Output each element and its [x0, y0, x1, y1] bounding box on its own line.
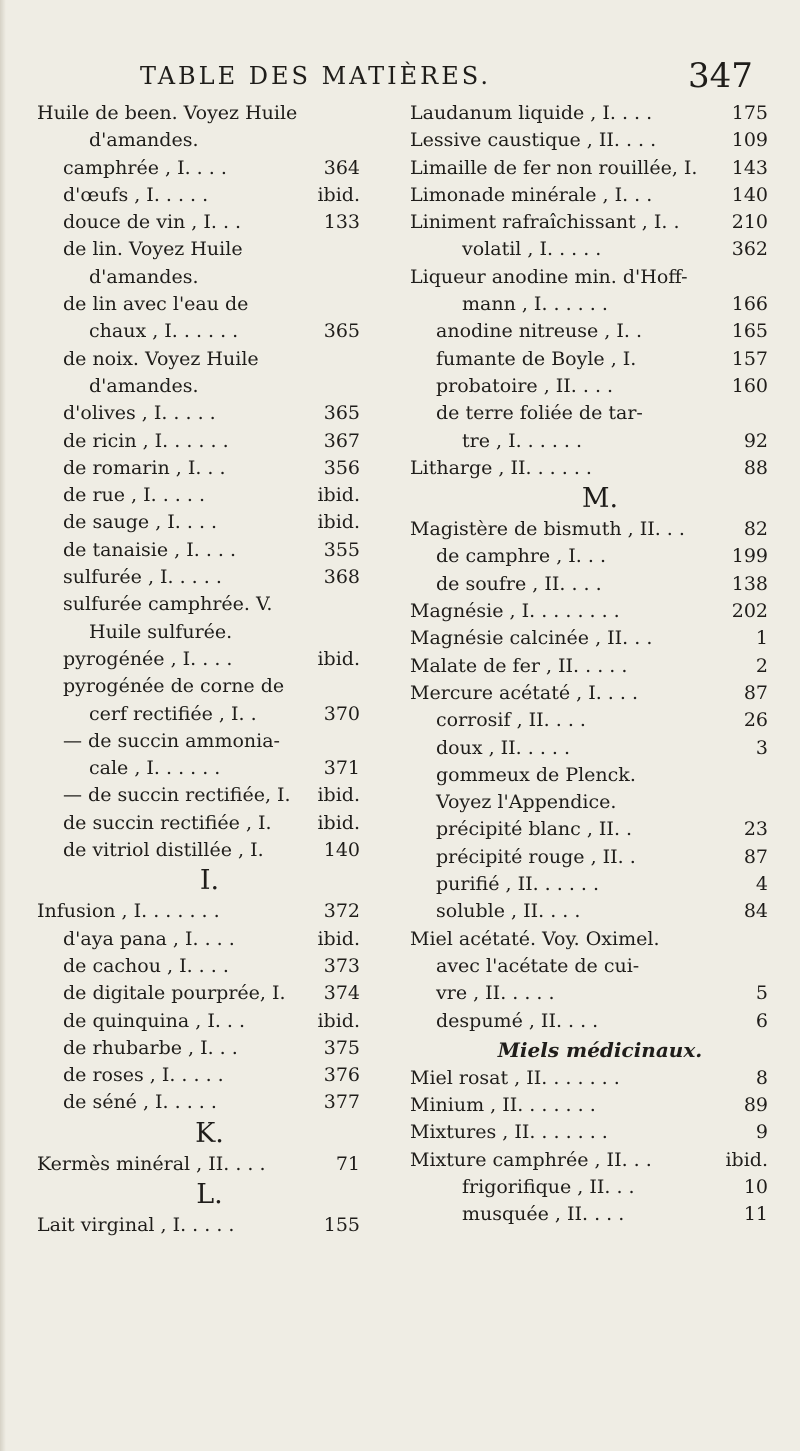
index-entry — [37, 291, 382, 318]
index-entry-page: 355 — [323, 538, 360, 561]
index-entry — [37, 155, 382, 182]
index-entry-text: de lin avec l'eau de — [63, 293, 249, 316]
index-entry-page: ibid. — [317, 511, 360, 534]
index-entry-text: Liniment rafraîchissant , I. . — [410, 211, 680, 234]
index-entry — [410, 455, 790, 482]
index-entry — [410, 1147, 790, 1174]
index-entry — [410, 1119, 790, 1146]
index-entry-page: 375 — [323, 1036, 360, 1059]
index-entry — [410, 127, 790, 154]
index-entry-page: ibid. — [725, 1148, 768, 1171]
index-entry-text: cale , I. . . . . . — [89, 757, 221, 780]
page-header — [0, 56, 800, 102]
index-entry-text: Lessive caustique , II. . . . — [410, 129, 657, 152]
index-entry — [37, 236, 382, 263]
index-entry-text: — de succin ammonia- — [63, 729, 280, 752]
index-entry — [410, 735, 790, 762]
subheading-text: Miels médicinaux. — [497, 1037, 703, 1062]
index-entry — [37, 509, 382, 536]
index-entry-text: de lin. Voyez Huile — [63, 238, 243, 261]
index-entry-page: ibid. — [317, 484, 360, 507]
index-entry-page: 356 — [323, 456, 360, 479]
index-entry — [410, 926, 790, 953]
index-entry — [410, 291, 790, 318]
index-entry-page: 367 — [323, 429, 360, 452]
index-entry-text: Magistère de bismuth , II. . . — [410, 518, 685, 541]
index-entry — [410, 789, 790, 816]
index-entry-page: 89 — [743, 1094, 768, 1117]
index-entry-page: 175 — [731, 102, 768, 124]
index-entry — [37, 400, 382, 427]
index-entry-text: anodine nitreuse , I. . — [436, 320, 643, 343]
index-entry-text: sulfurée , I. . . . . — [63, 566, 222, 589]
index-entry-text: de terre foliée de tar- — [436, 402, 643, 425]
index-entry-text: camphrée , I. . . . — [63, 156, 227, 179]
index-entry-page: 92 — [743, 429, 768, 452]
index-entry-page: ibid. — [317, 647, 360, 670]
index-entry-text: Huile sulfurée. — [89, 620, 233, 643]
index-entry-text: Liqueur anodine min. d'Hoff- — [410, 265, 688, 288]
index-entry-text: tre , I. . . . . . — [462, 429, 583, 452]
index-entry-text: — de succin rectifiée, I. — [63, 784, 291, 807]
index-entry-page: ibid. — [317, 811, 360, 834]
index-entry-page: 5 — [755, 982, 768, 1005]
index-entry-text: musquée , II. . . . — [462, 1203, 625, 1226]
index-entry — [37, 728, 382, 755]
index-entry-page: 157 — [731, 347, 768, 370]
index-entry — [410, 1092, 790, 1119]
index-entry-text: de sauge , I. . . . — [63, 511, 218, 534]
index-entry — [410, 653, 790, 680]
index-entry — [37, 1212, 382, 1239]
index-entry-text: Miel acétaté. Voy. Oximel. — [410, 927, 660, 950]
index-entry-page: 87 — [743, 681, 768, 704]
index-entry — [410, 428, 790, 455]
index-entry-page: ibid. — [317, 1009, 360, 1032]
index-entry-page: 365 — [323, 320, 360, 343]
index-entry-text: Voyez l'Appendice. — [436, 791, 617, 814]
index-entry-page: 23 — [743, 818, 768, 841]
index-entry-text: d'amandes. — [89, 374, 199, 397]
index-entry-page: 140 — [323, 839, 360, 862]
index-entry — [37, 810, 382, 837]
index-entry-text: d'amandes. — [89, 129, 199, 152]
index-entry — [410, 318, 790, 345]
index-entry-text: Magnésie , I. . . . . . . . — [410, 600, 620, 623]
index-entry — [410, 400, 790, 427]
index-entry-text: purifié , II. . . . . . — [436, 873, 600, 896]
index-entry-page: 199 — [731, 545, 768, 568]
index-entry-text: de roses , I. . . . . — [63, 1064, 224, 1087]
index-entry-page: 373 — [323, 954, 360, 977]
index-entry-page: 371 — [323, 757, 360, 780]
page-number: 347 — [688, 56, 753, 96]
index-entry-page: 165 — [731, 320, 768, 343]
index-entry — [37, 1035, 382, 1062]
index-entry — [37, 318, 382, 345]
index-entry — [410, 762, 790, 789]
index-entry-page: 368 — [323, 566, 360, 589]
index-entry — [410, 707, 790, 734]
index-entry-page: 370 — [323, 702, 360, 725]
index-entry-text: de camphre , I. . . — [436, 545, 606, 568]
index-entry-page: 1 — [755, 627, 768, 650]
index-entry-text: avec l'acétate de cui- — [436, 954, 640, 977]
index-entry-text: cerf rectifiée , I. . — [89, 702, 257, 725]
page-edge-shadow — [0, 0, 6, 1451]
index-entry — [37, 898, 382, 925]
index-entry-text: Malate de fer , II. . . . . — [410, 654, 628, 677]
index-entry — [410, 1065, 790, 1092]
index-entry-text: Huile de been. Voyez Huile — [37, 102, 298, 124]
index-entry-text: despumé , II. . . . — [436, 1009, 599, 1032]
index-entry-page: 8 — [755, 1066, 768, 1089]
index-entry-text: Lait virginal , I. . . . . — [37, 1213, 235, 1236]
index-entry-text: fumante de Boyle , I. — [436, 347, 637, 370]
index-entry — [410, 155, 790, 182]
index-entry-text: de ricin , I. . . . . . — [63, 429, 229, 452]
index-entry — [37, 646, 382, 673]
index-entry-page: 210 — [731, 211, 768, 234]
index-entry-page: 9 — [755, 1121, 768, 1144]
index-entry — [37, 619, 382, 646]
index-entry-page: 3 — [755, 736, 768, 759]
index-entry — [410, 182, 790, 209]
index-entry-page: ibid. — [317, 784, 360, 807]
index-entry-text: Limaille de fer non rouillée, I. — [410, 156, 698, 179]
index-entry — [37, 564, 382, 591]
index-entry — [410, 543, 790, 570]
index-entry-page: 88 — [743, 456, 768, 479]
index-entry — [410, 953, 790, 980]
index-entry-text: douce de vin , I. . . — [63, 211, 242, 234]
index-entry-text: d'œufs , I. . . . . — [63, 183, 209, 206]
index-entry-text: de noix. Voyez Huile — [63, 347, 259, 370]
index-entry-page: 26 — [743, 709, 768, 732]
index-entry — [410, 1201, 790, 1228]
index-entry-page: 362 — [731, 238, 768, 261]
index-entry-text: probatoire , II. . . . — [436, 374, 614, 397]
index-entry-text: d'amandes. — [89, 265, 199, 288]
index-entry — [37, 755, 382, 782]
index-entry-text: de succin rectifiée , I. — [63, 811, 272, 834]
section-letter — [37, 864, 382, 898]
index-entry — [410, 209, 790, 236]
index-entry — [37, 1062, 382, 1089]
index-entry — [37, 953, 382, 980]
index-entry-page: 166 — [731, 293, 768, 316]
index-entry — [37, 673, 382, 700]
section-letter — [37, 1117, 382, 1151]
index-entry-text: Minium , II. . . . . . . — [410, 1094, 596, 1117]
index-entry — [410, 816, 790, 843]
index-entry-page: 109 — [731, 129, 768, 152]
index-entry-text: Infusion , I. . . . . . . — [37, 900, 220, 923]
index-entry — [37, 373, 382, 400]
index-entry-text: pyrogénée , I. . . . — [63, 647, 233, 670]
index-entry — [37, 264, 382, 291]
index-entry-text: de rhubarbe , I. . . — [63, 1036, 238, 1059]
index-entry-text: volatil , I. . . . . — [462, 238, 602, 261]
index-entry-page: 82 — [743, 518, 768, 541]
index-entry-page: 202 — [731, 600, 768, 623]
index-entry-page: 84 — [743, 900, 768, 923]
index-entry — [37, 782, 382, 809]
section-letter-text: I. — [199, 865, 220, 897]
index-entry-text: d'olives , I. . . . . — [63, 402, 216, 425]
index-entry — [37, 1008, 382, 1035]
section-letter — [37, 1178, 382, 1212]
section-letter-text: M. — [581, 483, 619, 515]
index-entry-page: 87 — [743, 845, 768, 868]
index-entry-text: Mixture camphrée , II. . . — [410, 1148, 652, 1171]
index-entry-page: 155 — [323, 1213, 360, 1236]
index-entry — [37, 701, 382, 728]
index-entry — [410, 571, 790, 598]
index-entry-text: Laudanum liquide , I. . . . — [410, 102, 653, 124]
index-entry-text: de vitriol distillée , I. — [63, 839, 264, 862]
section-letter-text: L. — [196, 1178, 223, 1210]
index-entry-page: 138 — [731, 572, 768, 595]
index-entry — [410, 871, 790, 898]
index-entry — [37, 127, 382, 154]
index-entry-text: de quinquina , I. . . — [63, 1009, 246, 1032]
index-entry — [410, 898, 790, 925]
index-entry-page: ibid. — [317, 927, 360, 950]
index-entry-text: Mixtures , II. . . . . . . — [410, 1121, 608, 1144]
index-entry — [37, 482, 382, 509]
index-column-right — [410, 100, 790, 1229]
index-entry-text: frigorifique , II. . . — [462, 1175, 635, 1198]
index-entry-text: de digitale pourprée, I. — [63, 982, 286, 1005]
index-entry-text: Litharge , II. . . . . . — [410, 456, 592, 479]
index-entry-page: 140 — [731, 183, 768, 206]
index-entry-page: 376 — [323, 1064, 360, 1087]
running-title: TABLE DES MATIÈRES. — [140, 62, 491, 90]
index-entry-text: pyrogénée de corne de — [63, 675, 285, 698]
index-entry — [410, 1174, 790, 1201]
index-entry — [37, 182, 382, 209]
index-entry — [37, 346, 382, 373]
index-entry-page: 6 — [755, 1009, 768, 1032]
index-entry-text: de cachou , I. . . . — [63, 954, 229, 977]
index-entry — [410, 598, 790, 625]
index-entry — [37, 537, 382, 564]
index-entry-page: 160 — [731, 374, 768, 397]
index-entry — [37, 980, 382, 1007]
index-entry — [37, 1089, 382, 1116]
index-entry — [410, 680, 790, 707]
index-entry-page: 372 — [323, 900, 360, 923]
index-entry-page: 364 — [323, 156, 360, 179]
index-entry-text: vre , II. . . . . — [436, 982, 555, 1005]
index-entry-text: Mercure acétaté , I. . . . — [410, 681, 638, 704]
index-entry — [410, 373, 790, 400]
index-entry-page: 2 — [755, 654, 768, 677]
index-entry-text: Kermès minéral , II. . . . — [37, 1152, 266, 1175]
index-entry-text: précipité blanc , II. . — [436, 818, 633, 841]
index-entry-page: 133 — [323, 211, 360, 234]
index-column-left — [37, 100, 382, 1239]
index-entry — [410, 100, 790, 127]
index-entry-page: 143 — [731, 156, 768, 179]
index-entry-text: Miel rosat , II. . . . . . . — [410, 1066, 620, 1089]
index-entry-text: doux , II. . . . . — [436, 736, 571, 759]
index-entry — [37, 837, 382, 864]
index-entry — [410, 516, 790, 543]
index-entry-text: corrosif , II. . . . — [436, 709, 586, 732]
section-letter — [410, 482, 790, 516]
index-entry — [37, 1151, 382, 1178]
index-entry — [410, 980, 790, 1007]
index-entry-text: de séné , I. . . . . — [63, 1091, 217, 1114]
index-entry — [410, 1008, 790, 1035]
index-entry-text: de tanaisie , I. . . . — [63, 538, 237, 561]
index-entry — [37, 428, 382, 455]
index-entry-text: de rue , I. . . . . — [63, 484, 205, 507]
index-entry-text: Limonade minérale , I. . . — [410, 183, 653, 206]
index-entry — [37, 209, 382, 236]
section-letter-text: K. — [195, 1117, 224, 1149]
index-entry-page: 71 — [335, 1152, 360, 1175]
index-entry-page: 377 — [323, 1091, 360, 1114]
index-entry-text: chaux , I. . . . . . — [89, 320, 239, 343]
index-entry-text: soluble , II. . . . — [436, 900, 581, 923]
index-entry-text: de soufre , II. . . . — [436, 572, 602, 595]
index-entry-text: mann , I. . . . . . — [462, 293, 608, 316]
index-entry — [410, 625, 790, 652]
index-entry — [410, 346, 790, 373]
index-entry-page: ibid. — [317, 183, 360, 206]
index-entry-text: précipité rouge , II. . — [436, 845, 636, 868]
index-entry-page: 365 — [323, 402, 360, 425]
index-entry — [37, 591, 382, 618]
index-entry-text: de romarin , I. . . — [63, 456, 226, 479]
index-entry-page: 374 — [323, 982, 360, 1005]
index-entry — [37, 926, 382, 953]
index-entry-text: sulfurée camphrée. V. — [63, 593, 273, 616]
index-entry — [37, 100, 382, 127]
index-entry-page: 11 — [743, 1203, 768, 1226]
index-entry — [410, 844, 790, 871]
index-entry — [410, 264, 790, 291]
index-entry-text: Magnésie calcinée , II. . . — [410, 627, 653, 650]
index-entry-text: d'aya pana , I. . . . — [63, 927, 235, 950]
index-entry — [410, 236, 790, 263]
index-entry-page: 4 — [755, 873, 768, 896]
subheading — [410, 1035, 790, 1065]
index-entry-page: 10 — [743, 1175, 768, 1198]
index-entry-text: gommeux de Plenck. — [436, 763, 636, 786]
index-entry — [37, 455, 382, 482]
